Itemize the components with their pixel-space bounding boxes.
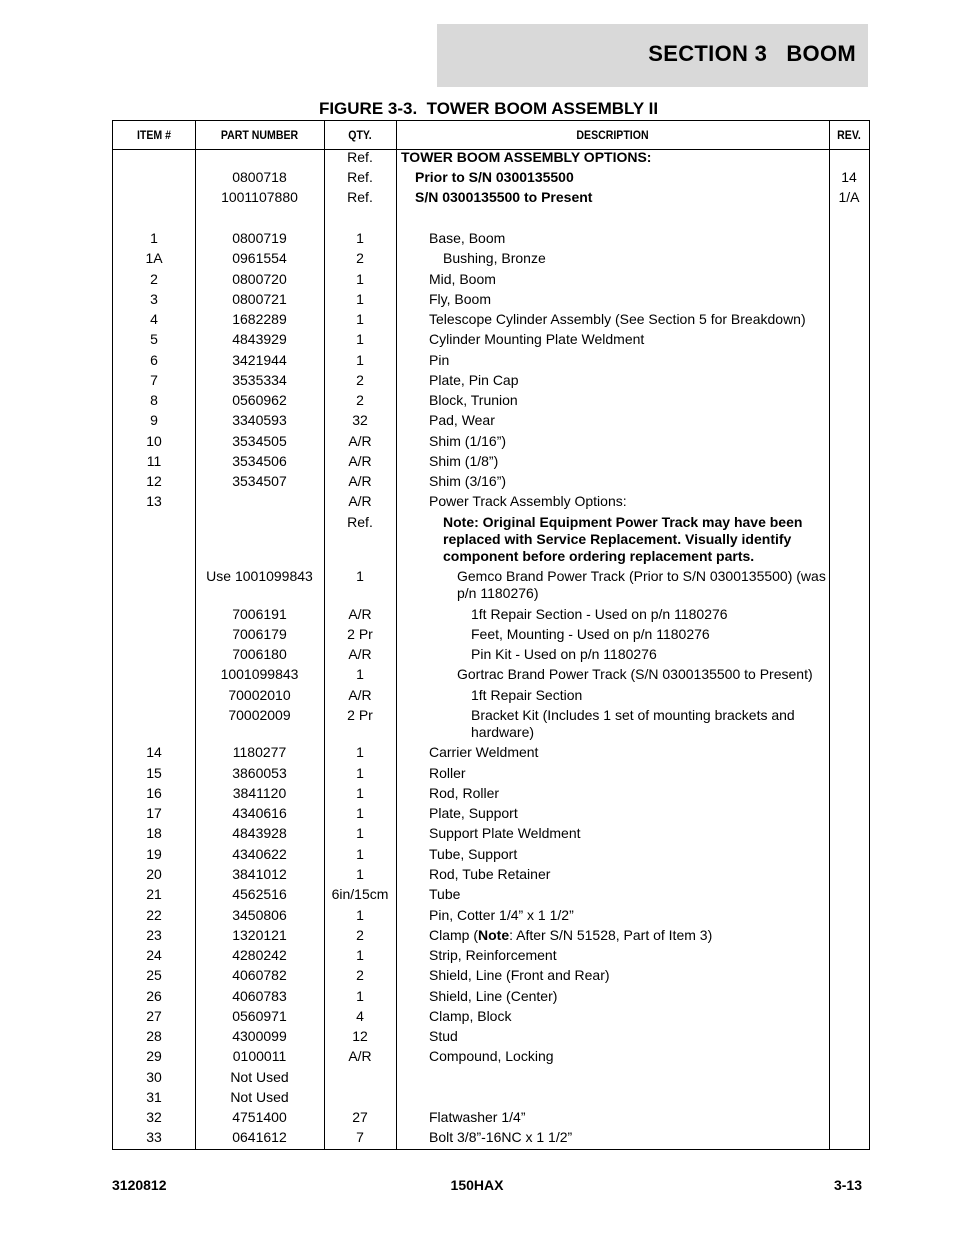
part-number: 4060782 (232, 967, 287, 983)
quantity: 32 (352, 412, 368, 428)
footer-doc-number: 3120812 (112, 1177, 167, 1193)
description: Pin Kit - Used on p/n 1180276 (471, 646, 657, 662)
part-number: 3421944 (232, 352, 287, 368)
part-number: 70002009 (228, 707, 291, 723)
description: Shim (1/16”) (429, 433, 507, 449)
description: Stud (429, 1028, 458, 1044)
description: Carrier Weldment (429, 744, 539, 760)
part-number: 0100011 (232, 1048, 287, 1064)
quantity: 1 (356, 311, 364, 327)
description: Pad, Wear (429, 412, 495, 428)
item-number: 26 (146, 988, 162, 1004)
description-text: Clamp ( (429, 927, 479, 943)
revision: 1/A (838, 189, 860, 205)
description: Tube, Support (429, 846, 518, 862)
item-number: 20 (146, 866, 162, 882)
quantity: A/R (348, 473, 372, 489)
quantity: 2 (356, 927, 364, 943)
part-number: 0961554 (232, 250, 287, 266)
quantity: A/R (348, 606, 372, 622)
item-number: 12 (146, 473, 162, 489)
quantity: 2 (356, 250, 364, 266)
description: 1ft Repair Section (471, 687, 583, 703)
description: Shield, Line (Center) (429, 988, 558, 1004)
description: Fly, Boom (429, 291, 491, 307)
description-note-label: Note (478, 927, 510, 943)
column-divider (396, 121, 397, 1149)
part-number: Use 1001099843 (206, 568, 313, 584)
header-item: ITEM # (136, 128, 172, 142)
quantity: 1 (356, 785, 364, 801)
description: Bolt 3/8”-16NC x 1 1/2” (429, 1129, 573, 1145)
description: Shim (3/16”) (429, 473, 507, 489)
header-description: DESCRIPTION (576, 128, 649, 142)
quantity: 1 (356, 666, 364, 682)
description: S/N 0300135500 to Present (415, 189, 593, 205)
description: Note: Original Equipment Power Track may have been replaced with Service Replacement. Visually identify component before ordering replacement parts. (443, 514, 803, 564)
description: Pin, Cotter 1/4” x 1 1/2” (429, 907, 574, 923)
item-number: 22 (146, 907, 162, 923)
item-number: 2 (150, 271, 158, 287)
description: Telescope Cylinder Assembly (See Section 5 for Breakdown) (429, 311, 806, 327)
part-number: 4340622 (232, 846, 287, 862)
quantity: 1 (356, 825, 364, 841)
item-number: 19 (146, 846, 162, 862)
quantity: A/R (348, 646, 372, 662)
quantity: Ref. (347, 169, 373, 185)
quantity: 1 (356, 988, 364, 1004)
part-number: Not Used (230, 1069, 289, 1085)
part-number: 4843928 (232, 825, 287, 841)
item-number: 16 (146, 785, 162, 801)
quantity: A/R (348, 493, 372, 509)
description: Gortrac Brand Power Track (S/N 0300135500 to Present) (457, 666, 813, 682)
footer-page-number: 3-13 (833, 1177, 862, 1193)
figure-title: FIGURE 3-3. TOWER BOOM ASSEMBLY II (318, 99, 659, 118)
quantity: 1 (356, 907, 364, 923)
column-divider (829, 121, 830, 1149)
part-number: 3340593 (232, 412, 287, 428)
description: Bushing, Bronze (443, 250, 546, 266)
header-rev: REV. (837, 128, 861, 142)
part-number: 1001107880 (221, 189, 298, 205)
quantity: 2 (356, 372, 364, 388)
part-number: 1682289 (232, 311, 287, 327)
quantity: 2 Pr (347, 626, 373, 642)
quantity: 1 (356, 271, 364, 287)
part-number: 4280242 (232, 947, 287, 963)
description: Rod, Tube Retainer (429, 866, 551, 882)
item-number: 7 (150, 372, 158, 388)
quantity: 1 (356, 866, 364, 882)
description-text: : After S/N 51528, Part of Item 3) (509, 927, 713, 943)
item-number: 17 (146, 805, 162, 821)
part-number: 4843929 (232, 331, 287, 347)
quantity: 1 (356, 352, 364, 368)
part-number: 3860053 (232, 765, 287, 781)
description: Rod, Roller (429, 785, 500, 801)
item-number: 14 (146, 744, 162, 760)
quantity: A/R (348, 433, 372, 449)
item-number: 33 (146, 1129, 162, 1145)
item-number: 11 (146, 453, 162, 469)
item-number: 28 (146, 1028, 162, 1044)
quantity: 27 (352, 1109, 368, 1125)
item-number: 3 (150, 291, 158, 307)
quantity: 6in/15cm (331, 886, 389, 902)
quantity: 4 (356, 1008, 364, 1024)
quantity: 1 (356, 568, 364, 584)
item-number: 32 (146, 1109, 162, 1125)
description (401, 927, 829, 944)
part-number: 7006191 (232, 606, 287, 622)
description: Block, Trunion (429, 392, 518, 408)
description: Cylinder Mounting Plate Weldment (429, 331, 645, 347)
quantity: 2 (356, 967, 364, 983)
part-number: 0800721 (232, 291, 287, 307)
header-qty: QTY. (348, 128, 372, 142)
part-number: 3841012 (232, 866, 287, 882)
part-number: 3841120 (232, 785, 287, 801)
quantity: 1 (356, 805, 364, 821)
part-number: 0641612 (232, 1129, 287, 1145)
quantity: 1 (356, 230, 364, 246)
quantity: Ref. (347, 514, 373, 530)
part-number: 3534506 (232, 453, 287, 469)
section-title: SECTION 3 BOOM (648, 41, 856, 66)
part-number: 1180277 (232, 744, 287, 760)
part-number: 70002010 (228, 687, 291, 703)
description: Mid, Boom (429, 271, 496, 287)
item-number: 23 (146, 927, 162, 943)
quantity: 7 (356, 1129, 364, 1145)
item-number: 15 (146, 765, 162, 781)
description: Feet, Mounting - Used on p/n 1180276 (471, 626, 710, 642)
part-number: 0800720 (232, 271, 287, 287)
description: Shield, Line (Front and Rear) (429, 967, 610, 983)
part-number: 3450806 (232, 907, 287, 923)
description: Plate, Support (429, 805, 518, 821)
part-number: 7006180 (232, 646, 287, 662)
part-number: Not Used (230, 1089, 289, 1105)
item-number: 13 (146, 493, 162, 509)
item-number: 31 (146, 1089, 162, 1105)
part-number: 0560962 (232, 392, 287, 408)
item-number: 18 (146, 825, 162, 841)
description: Pin (429, 352, 450, 368)
footer-model: 150HAX (450, 1177, 504, 1193)
part-number: 1001099843 (220, 666, 299, 682)
description: 1ft Repair Section - Used on p/n 1180276 (471, 606, 728, 622)
quantity: 1 (356, 331, 364, 347)
description: Shim (1/8”) (429, 453, 499, 469)
item-number: 29 (146, 1048, 162, 1064)
item-number: 24 (146, 947, 162, 963)
quantity: 2 Pr (347, 707, 373, 723)
quantity: 1 (356, 947, 364, 963)
item-number: 21 (146, 886, 162, 902)
quantity: Ref. (347, 149, 373, 165)
quantity: 1 (356, 291, 364, 307)
header-part-number: PART NUMBER (220, 128, 299, 142)
part-number: 1320121 (232, 927, 287, 943)
item-number: 25 (146, 967, 162, 983)
item-number: 4 (150, 311, 158, 327)
part-number: 3534507 (232, 473, 287, 489)
description: Plate, Pin Cap (429, 372, 519, 388)
parts-table (112, 120, 870, 1150)
part-number: 0800718 (232, 169, 287, 185)
quantity: A/R (348, 1048, 372, 1064)
quantity: 12 (352, 1028, 368, 1044)
item-number: 6 (150, 352, 158, 368)
part-number: 4060783 (232, 988, 287, 1004)
item-number: 8 (150, 392, 158, 408)
description: Support Plate Weldment (429, 825, 581, 841)
section-header (437, 24, 868, 87)
item-number: 1A (145, 250, 163, 266)
part-number: 0800719 (232, 230, 287, 246)
part-number: 3535334 (232, 372, 287, 388)
part-number: 0560971 (232, 1008, 287, 1024)
part-number: 7006179 (232, 626, 287, 642)
description: Roller (429, 765, 466, 781)
part-number: 4300099 (232, 1028, 287, 1044)
description: Compound, Locking (429, 1048, 554, 1064)
item-number: 5 (150, 331, 158, 347)
quantity: 1 (356, 846, 364, 862)
item-number: 27 (146, 1008, 162, 1024)
quantity: 1 (356, 765, 364, 781)
description: Prior to S/N 0300135500 (415, 169, 574, 185)
description: Gemco Brand Power Track (Prior to S/N 0300135500) (was p/n 1180276) (457, 568, 826, 601)
quantity: Ref. (347, 189, 373, 205)
item-number: 9 (150, 412, 158, 428)
description: Strip, Reinforcement (429, 947, 557, 963)
quantity: A/R (348, 687, 372, 703)
description: Clamp, Block (429, 1008, 512, 1024)
part-number: 4751400 (232, 1109, 287, 1125)
item-number: 10 (146, 433, 162, 449)
description: Power Track Assembly Options: (429, 493, 627, 509)
part-number: 4340616 (232, 805, 287, 821)
part-number: 3534505 (232, 433, 287, 449)
description: TOWER BOOM ASSEMBLY OPTIONS: (401, 149, 652, 165)
part-number: 4562516 (232, 886, 287, 902)
quantity: 2 (356, 392, 364, 408)
description: Bracket Kit (Includes 1 set of mounting brackets and hardware) (471, 707, 795, 740)
description: Flatwasher 1/4” (429, 1109, 526, 1125)
quantity: 1 (356, 744, 364, 760)
description: Base, Boom (429, 230, 506, 246)
quantity: A/R (348, 453, 372, 469)
revision: 14 (841, 169, 857, 185)
item-number: 1 (150, 230, 158, 246)
description: Tube (429, 886, 461, 902)
item-number: 30 (146, 1069, 162, 1085)
